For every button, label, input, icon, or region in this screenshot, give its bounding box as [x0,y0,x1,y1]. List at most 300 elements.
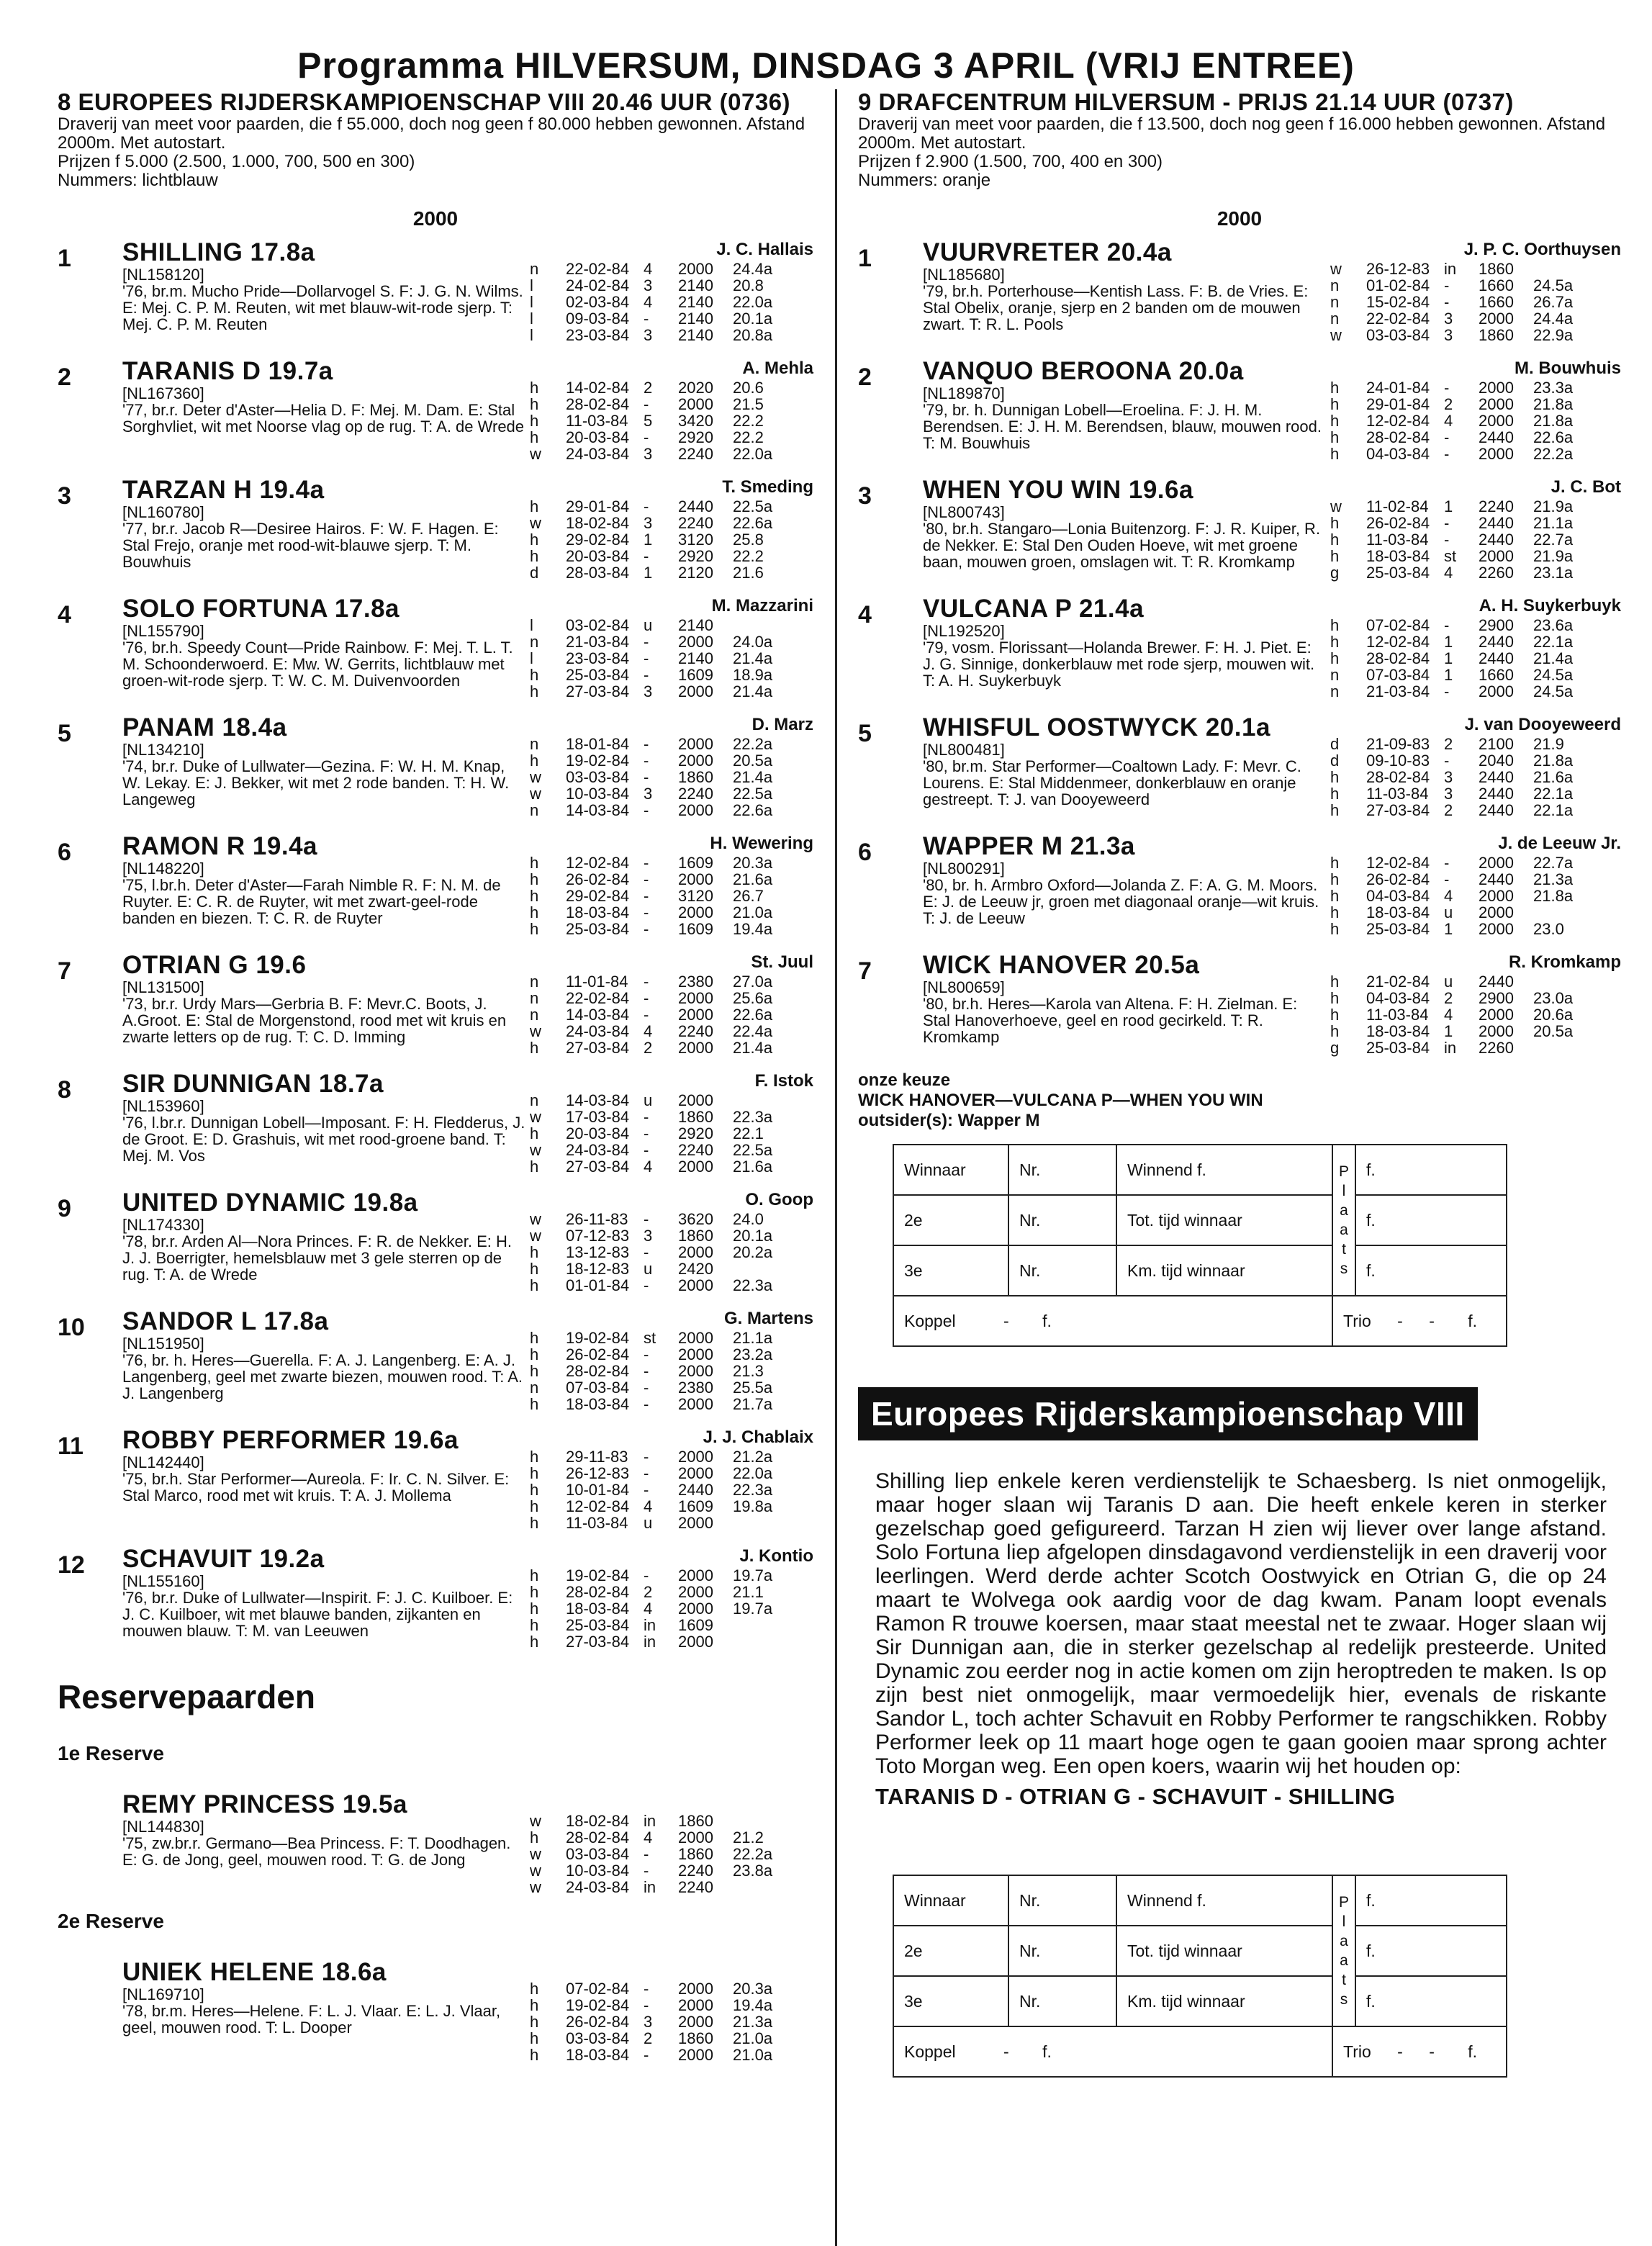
race-date: 29-02-84 [566,887,630,905]
horse-name: SHILLING 17.8a [122,238,315,266]
race-distance: 2000 [678,260,713,278]
km-time: 21.4a [733,768,773,786]
km-time: 23.0 [1533,920,1564,938]
track-code: h [530,870,539,888]
placing: - [644,649,649,667]
horse-entry [58,358,813,462]
placing: - [644,1243,649,1261]
race-distance: 1609 [678,920,713,938]
track-code: l [530,276,533,294]
form-line [525,904,813,921]
horse-info [923,477,1326,581]
race-distance: 2240 [1479,497,1514,515]
race-distance: 1860 [1479,326,1514,344]
placing: - [644,497,649,515]
placing: 4 [644,1022,653,1040]
horse-info [923,358,1326,462]
race-date: 18-03-84 [566,903,630,921]
track-code: l [530,310,533,328]
form-line [1326,769,1621,785]
race-date: 12-02-84 [566,854,630,872]
race-distance: 2000 [678,2046,713,2064]
placing: 2 [644,1039,653,1057]
race-distance: 1860 [1479,260,1514,278]
km-time: 22.9a [1533,326,1574,344]
driver-name: J. P. C. Oorthuysen [1463,240,1621,259]
placing: 1 [644,564,653,582]
horse-code: [NL153960] [122,1097,204,1115]
race-date: 18-02-84 [566,1812,630,1830]
horse-entry [58,714,813,818]
form-line [1326,888,1621,904]
euro-article: Shilling liep enkele keren verdienstelijk te Schaesberg. Is niet onmogelijk, maar hoger slaan wij Taranis D aan. Die heeft enkele keren in sterker gezelschap goed gefigureerd. Tarzan H zien wij liever over lange afstand. Solo Fortuna liep afgelopen dinsdagavond verdienstelijk in een draverij voor leerlingen. Werd derde achter Scotch Oostwyick en Otrian G, die op 24 maart te Wolvega ook aardig voor de dag kwam. Panam loopt evenals Ramon R trouwe koersen, maar staat meestal net te zwaar. Hoger slaan wij Sir Dunnigan aan, die in sterker gezelschap al redelijk presteerde. United Dynamic zou eerder nog in actie komen om zijn heroptreden te maken. Is op zijn best niet onmogelijk, maar vermoedelijk hier, evenals de riskante Sandor L, toch achter Schavuit en Robby Performer te rangschikken. Robby Performer leek op 11 maart hoge ogen te gaan gooien maar sprong achter Toto Morgan weg. Een open koers, waarin wij het houden op: [875,1469,1607,1778]
horse-entry [858,477,1621,581]
race-distance: 1609 [678,666,713,684]
race-distance: 2000 [678,1448,713,1466]
horse-number: 1 [58,245,71,272]
driver-name: J. van Dooyeweerd [1464,715,1621,734]
horse-description: '80, br.m. Star Performer—Coaltown Lady. F: Mevr. C. Lourens. E: Stal Middenmeer, donkerblauw en oranje gestreept. T: J. van Dooyeweerd [923,757,1301,808]
race-date: 24-03-84 [566,1878,630,1896]
horse-form [525,1791,813,1895]
placing: 1 [1444,920,1453,938]
placing: - [644,666,649,684]
bet-dash: - [1003,1311,1009,1330]
track-code: h [1330,547,1340,565]
horse-name: WHISFUL OOSTWYCK 20.1a [923,713,1270,741]
race-date: 20-03-84 [566,547,630,565]
track-code: h [530,854,539,872]
horse-info [923,833,1326,937]
race-distance: 2140 [678,310,713,328]
track-code: l [530,616,533,634]
horse-entry [58,1308,813,1412]
race-distance: 2240 [678,785,713,803]
track-code: h [1330,801,1340,819]
form-line [525,2013,813,2030]
race-distance: 2440 [1479,649,1514,667]
race-date: 03-03-84 [566,768,630,786]
placing: 2 [1444,395,1453,413]
horse-code: [NL160780] [122,503,204,521]
form-line [1326,412,1621,429]
track-code: h [530,497,539,515]
form-line [525,1465,813,1481]
horse-info [923,239,1326,343]
race-date: 26-11-83 [566,1210,628,1228]
horse-info [122,239,525,343]
race-distance: 2000 [678,1633,713,1651]
race-distance: 2440 [1479,973,1514,991]
km-time: 24.0a [733,633,773,651]
track-code: l [530,649,533,667]
track-code: h [530,395,539,413]
race-date: 07-03-84 [566,1379,630,1397]
track-code: w [1330,326,1342,344]
race-distance: 1860 [678,768,713,786]
form-line [525,2047,813,2063]
race-date: 18-03-84 [566,1600,630,1618]
track-code: h [530,1633,539,1651]
form-line [1326,633,1621,650]
km-time: 20.3a [733,854,773,872]
km-time [733,1260,790,1277]
race-date: 26-02-84 [566,2013,630,2031]
horse-entry [58,239,813,343]
race-date: 03-03-84 [1366,326,1430,344]
placing: - [644,547,649,565]
race-distance: 2000 [1479,395,1514,413]
horse-form [525,1189,813,1294]
km-time: 22.3a [733,1481,773,1499]
horse-description: '76, br.r. Duke of Lullwater—Inspirit. F: J. C. Kuilboer. E: J. C. Kuilboer, wit met blauwe banden, zijkanten en mouwen blauw. T: M. van Leeuwen [122,1589,513,1640]
km-time: 20.8 [733,276,764,294]
race-9-title: 9 DRAFCENTRUM HILVERSUM - PRIJS 21.14 UUR (0737) [858,89,1514,115]
placing: - [644,887,649,905]
form-line [525,1813,813,1829]
km-time: 23.0a [1533,989,1574,1007]
form-line [525,1879,813,1895]
race-date: 29-11-83 [566,1448,628,1466]
race-date: 25-03-84 [1366,920,1430,938]
bet-trio-cell [1332,2026,1507,2077]
track-code: w [530,1862,541,1880]
driver-name: J. Kontio [739,1546,813,1566]
km-time: 22.0a [733,293,773,311]
form-line [525,564,813,581]
form-line [1326,617,1621,633]
race-distance: 2000 [1479,547,1514,565]
race-date: 19-02-84 [566,1329,630,1347]
race-8-title: 8 EUROPEES RIJDERSKAMPIOENSCHAP VIII 20.46 UUR (0736) [58,89,791,115]
horse-name: UNIEK HELENE 18.6a [122,1958,387,1986]
form-line [1326,973,1621,990]
horse-number: 2 [58,364,71,391]
race-distance: 1609 [678,854,713,872]
form-line [1326,548,1621,564]
race-date: 25-03-84 [566,920,630,938]
form-line [1326,396,1621,412]
placing: in [1444,1039,1457,1057]
track-code: l [530,326,533,344]
km-time [733,1092,790,1109]
horse-code: [NL800481] [923,741,1005,759]
track-code: h [530,1124,539,1142]
horse-form [1326,833,1621,937]
km-time: 21.1 [733,1583,764,1601]
race-distance: 2000 [678,1583,713,1601]
race-9-prizes: Prijzen f 2.900 (1.500, 700, 400 en 300) [858,152,1163,171]
horse-description: '73, br.r. Urdy Mars—Gerbria B. F: Mevr.C. Boots, J. A.Groot. E: Stal de Morgenstond, rood met wit kruis en zwarte letters op de rug. T: C. D. Imming [122,995,507,1046]
km-time: 21.4a [1533,649,1574,667]
placing: 3 [644,514,653,532]
driver-name: St. Juul [751,952,813,972]
horse-form [1326,358,1621,462]
track-code: n [530,973,539,991]
placing: - [1444,682,1450,700]
horse-description: '76, br.m. Mucho Pride—Dollarvogel S. F: J. G. N. Wilms. E: Mej. C. P. M. Reuten, wit met blauw-wit-rode sjerp. T: Mej. C. P. M. Reuten [122,282,523,333]
track-code: h [530,2029,539,2047]
km-time: 21.3 [733,1362,764,1380]
race-distance: 2000 [678,1464,713,1482]
race-distance: 2240 [678,1862,713,1880]
horse-description: '75, br.h. Star Performer—Aureola. F: Ir. C. N. Silver. E: Stal Marco, rood met wit kruis. T: A. J. Mollema [122,1470,510,1505]
race-date: 14-02-84 [566,379,630,397]
race-8-conditions: Draverij van meet voor paarden, die f 55.000, doch nog geen f 80.000 hebben gewonnen. Afstand 2000m. Met autostart. [58,114,805,153]
bet-f-2: f. [1355,1926,1507,1976]
driver-name: J. de Leeuw Jr. [1498,834,1621,853]
track-code: h [1330,989,1340,1007]
horse-entry [858,714,1621,818]
km-time: 21.5 [733,395,764,413]
placing: - [1444,752,1450,770]
bet-dash: - [1003,2042,1009,2061]
race-distance: 2000 [678,1395,713,1413]
race-date: 26-12-83 [1366,260,1430,278]
km-time: 21.2 [733,1828,764,1846]
horse-number: 4 [858,601,872,628]
placing: - [644,428,649,446]
race-distance: 2040 [1479,752,1514,770]
placing: 1 [1444,633,1453,651]
race-date: 18-03-84 [566,1395,630,1413]
form-line [525,650,813,667]
horse-form [525,1070,813,1175]
race-distance: 2260 [1479,1039,1514,1057]
race-distance: 2000 [678,903,713,921]
km-time: 20.6a [1533,1006,1574,1024]
horse-description: '80, br.h. Stangaro—Lonia Buitenzorg. F: J. R. Kuiper, R. de Nekker. E: Stal Den Ouden Hoeve, wit met groene baan, mouwen groen, omslagen wit. T: R. Kromkamp [923,520,1321,571]
bet-koppel-cell [893,2026,1332,2077]
horse-entry [58,595,813,700]
race-distance: 2000 [1479,887,1514,905]
placing: - [1444,428,1450,446]
horse-info [122,1959,525,2063]
horse-form [525,1546,813,1650]
placing: - [644,801,649,819]
km-time: 20.5a [733,752,773,770]
horse-number: 10 [58,1314,85,1341]
horse-form [525,833,813,937]
horse-form [1326,595,1621,700]
placing: - [644,1124,649,1142]
race-date: 09-10-83 [1366,752,1430,770]
km-time: 22.6a [1533,428,1574,446]
race-distance: 2000 [1479,379,1514,397]
km-time: 22.2a [733,1845,773,1863]
race-date: 27-03-84 [566,1633,630,1651]
race-distance: 2000 [678,633,713,651]
form-line [525,667,813,683]
placing: - [1444,445,1450,463]
race-date: 07-02-84 [566,1980,630,1998]
race-date: 22-02-84 [1366,310,1430,328]
horse-name: WAPPER M 21.3a [923,832,1135,860]
track-code: h [1330,633,1340,651]
race-date: 10-03-84 [566,1862,630,1880]
placing: 3 [1444,310,1453,328]
horse-name: SCHAVUIT 19.2a [122,1545,325,1573]
horse-code: [NL151950] [122,1335,204,1353]
placing: - [1444,293,1450,311]
horse-name: VULCANA P 21.4a [923,595,1145,623]
horse-entry [58,1959,813,2063]
driver-name: M. Mazzarini [711,596,813,615]
race-distance: 2240 [678,445,713,463]
bet-f-2: f. [1355,1195,1507,1245]
horse-number: 3 [58,482,71,510]
placing: 4 [644,1600,653,1618]
form-line [525,921,813,937]
form-line [525,1330,813,1346]
form-line [1326,379,1621,396]
race-distance: 1860 [678,1845,713,1863]
race-9-numbers: Nummers: oranje [858,171,991,190]
form-line [1326,785,1621,802]
race-distance: 2140 [678,649,713,667]
track-code: w [530,1141,541,1159]
horse-code: [NL189870] [923,384,1005,402]
horse-entry [58,1189,813,1294]
form-line [1326,294,1621,310]
race-date: 24-03-84 [566,1141,630,1159]
horse-entry [58,1427,813,1531]
track-code: n [1330,310,1340,328]
placing: - [644,1210,649,1228]
form-line [525,1515,813,1531]
track-code: h [1330,1022,1340,1040]
horse-number-spacer [58,1791,122,1895]
horse-description: '76, br.h. Speedy Count—Pride Rainbow. F: Mej. T. L. T. M. Schoonderwoerd. E: Mw. W. Gerrits, lichtblauw met groen-wit-rode sjerp. T: W. C. M. Duivenvoorden [122,639,513,690]
form-line [525,2030,813,2047]
track-code: w [530,1108,541,1126]
km-time: 19.8a [733,1497,773,1515]
track-code: h [530,666,539,684]
placing: - [644,1006,649,1024]
km-time: 21.4a [733,682,773,700]
placing: u [644,1260,653,1278]
race-distance: 2000 [678,1345,713,1363]
race-date: 29-01-84 [1366,395,1430,413]
horse-info [923,714,1326,818]
track-code: n [530,989,539,1007]
form-line [525,1158,813,1175]
track-code: h [530,1980,539,1998]
horse-number: 7 [858,957,872,985]
form-line [1326,871,1621,888]
reserve-heading: Reservepaarden [58,1678,315,1715]
track-code: d [1330,735,1340,753]
form-line [525,1600,813,1617]
form-line [1326,310,1621,327]
form-line [525,871,813,888]
bet-plaats-label: P l a a t s [1332,1145,1355,1296]
race-distance: 2440 [1479,633,1514,651]
km-time: 21.6a [1533,768,1574,786]
race-date: 19-02-84 [566,752,630,770]
placing: - [644,1980,649,1998]
horse-name: VANQUO BEROONA 20.0a [923,357,1244,385]
track-code: h [530,1566,539,1584]
form-line [525,1633,813,1650]
race-distance: 2000 [1479,854,1514,872]
race-date: 11-03-84 [566,412,628,430]
track-code: h [530,547,539,565]
form-line [525,1829,813,1846]
race-distance: 3420 [678,412,713,430]
km-time [733,1633,790,1650]
track-code: h [530,1362,539,1380]
placing: 2 [1444,801,1453,819]
race-date: 22-02-84 [566,260,630,278]
horse-code: [NL167360] [122,384,204,402]
race-distance: 2260 [1479,564,1514,582]
track-code: h [530,1345,539,1363]
race-distance: 2920 [678,547,713,565]
horse-name: REMY PRINCESS 19.5a [122,1790,407,1818]
track-code: h [1330,616,1340,634]
race-date: 13-12-83 [566,1243,630,1261]
race-date: 25-03-84 [566,666,630,684]
bet-trio-cell [1332,1296,1507,1346]
track-code: w [1330,497,1342,515]
race-date: 24-03-84 [566,1022,630,1040]
driver-name: M. Bouwhuis [1515,358,1621,378]
race-8-numbers: Nummers: lichtblauw [58,171,218,190]
track-code: h [530,1600,539,1618]
placing: 1 [644,531,653,549]
race-distance: 2100 [1479,735,1514,753]
race-distance: 2000 [678,2013,713,2031]
km-time: 26.7 [733,887,764,905]
track-code: h [1330,887,1340,905]
driver-name: T. Smeding [722,477,813,497]
placing: - [644,1276,649,1294]
placing: 1 [1444,666,1453,684]
form-line [525,854,813,871]
horse-info [122,714,525,818]
km-time: 18.9a [733,666,773,684]
race-date: 15-02-84 [1366,293,1430,311]
race-distance: 1660 [1479,666,1514,684]
reserve-1-entry [58,1791,813,1895]
horse-entry [58,833,813,937]
race-distance: 2240 [678,514,713,532]
km-time: 21.8a [1533,395,1574,413]
km-time: 22.1a [1533,633,1574,651]
form-line [525,1211,813,1227]
track-code: h [530,428,539,446]
race-distance: 1609 [678,1616,713,1634]
placing: u [644,1091,653,1109]
km-time: 22.1a [1533,801,1574,819]
track-code: h [530,2013,539,2031]
track-code: n [530,1091,539,1109]
track-code: h [530,1481,539,1499]
km-time: 24.5a [1533,276,1574,294]
horse-description: '78, br.r. Arden Al—Nora Princes. F: R. de Nekker. E: H. J. J. Boerrigter, hemelsblauw met 3 gele sterren op de rug. T: A. de Wrede [122,1232,512,1284]
race-date: 02-03-84 [566,293,630,311]
horse-number: 5 [58,720,71,747]
km-time: 21.1a [1533,514,1574,532]
driver-name: J. C. Bot [1551,477,1621,497]
race-date: 18-03-84 [1366,1022,1430,1040]
km-time: 20.8a [733,326,773,344]
race-date: 21-09-83 [1366,735,1430,753]
placing: - [644,920,649,938]
form-line [525,261,813,277]
track-code: h [530,1158,539,1176]
